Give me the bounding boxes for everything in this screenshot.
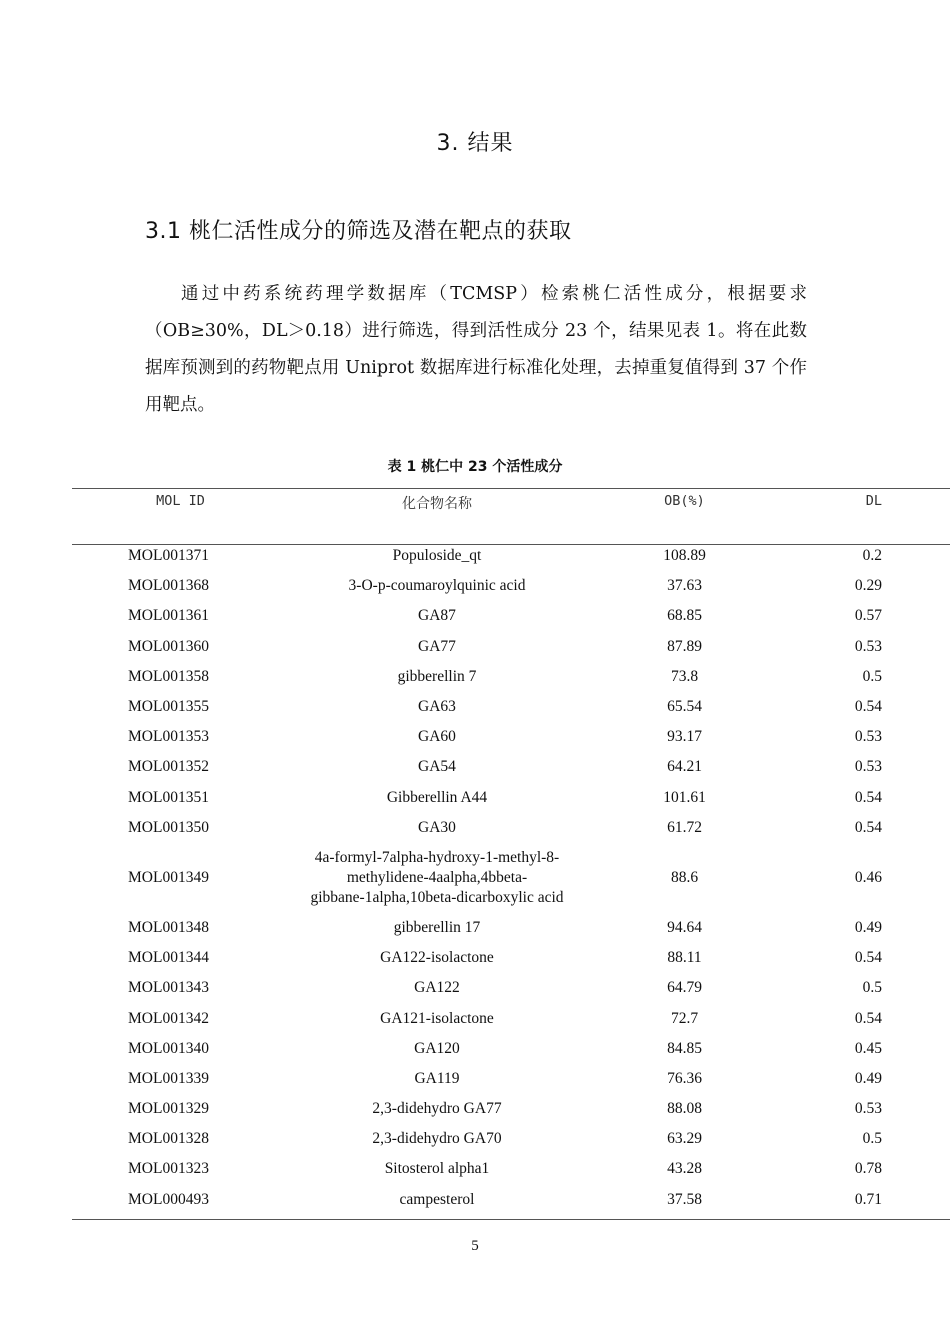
cell-ob: 37.63: [667, 577, 702, 595]
table-row: [72, 752, 950, 782]
cell-mol-id: MOL001358: [128, 667, 209, 685]
table-row: [72, 571, 950, 601]
cell-ob: 101.61: [663, 788, 706, 806]
cell-ob: 93.17: [667, 728, 702, 746]
table-caption: 表 1 桃仁中 23 个活性成分: [387, 459, 563, 475]
cell-dl: 0.53: [854, 637, 882, 655]
cell-compound-name: GA63: [418, 698, 456, 716]
cell-compound-name: gibberellin 17: [393, 918, 481, 936]
table-row: [72, 1154, 950, 1184]
cell-mol-id: MOL001352: [128, 758, 209, 776]
cell-mol-id: MOL001348: [128, 918, 209, 936]
cell-compound-name: [262, 848, 612, 908]
cell-dl: 0.54: [854, 788, 882, 806]
cell-ob: 88.6: [670, 868, 699, 886]
table-header: [72, 493, 950, 513]
cell-mol-id: MOL001349: [128, 868, 209, 886]
cell-mol-id: MOL001353: [128, 728, 209, 746]
cell-dl: 0.71: [854, 1190, 882, 1208]
cell-dl: 0.5: [862, 667, 882, 685]
cell-dl: 0.57: [854, 607, 882, 625]
compound-name-line: gibbane-1alpha,10beta-dicarboxylic acid: [310, 888, 564, 906]
cell-dl: 0.54: [854, 1009, 882, 1027]
cell-compound-name: GA120: [414, 1039, 460, 1057]
cell-mol-id: MOL001361: [128, 607, 209, 625]
cell-dl: 0.29: [854, 577, 882, 595]
cell-mol-id: MOL001355: [128, 698, 209, 716]
cell-compound-name: GA119: [414, 1069, 460, 1087]
cell-mol-id: MOL000493: [128, 1190, 209, 1208]
cell-dl: 0.5: [862, 979, 882, 997]
subsection-title: 3.1 桃仁活性成分的筛选及潜在靶点的获取: [145, 219, 572, 244]
cell-mol-id: MOL001368: [128, 577, 209, 595]
cell-compound-name: GA122: [414, 979, 460, 997]
cell-mol-id: MOL001339: [128, 1069, 209, 1087]
cell-dl: 0.45: [854, 1039, 882, 1057]
table-row: [72, 541, 950, 571]
cell-dl: 0.53: [854, 758, 882, 776]
cell-dl: 0.53: [854, 1100, 882, 1118]
cell-mol-id: MOL001344: [128, 949, 209, 967]
table-top-rule: [72, 488, 950, 489]
header-mol-id: MOL ID: [156, 493, 205, 509]
header-dl: DL: [865, 493, 882, 509]
cell-mol-id: MOL001328: [128, 1130, 209, 1148]
table-row: [72, 1003, 950, 1033]
table-row: [72, 783, 950, 813]
cell-compound-name: GA54: [418, 758, 456, 776]
section-title: 3. 结果: [436, 131, 514, 156]
cell-mol-id: MOL001360: [128, 637, 209, 655]
table-row: [72, 843, 950, 913]
cell-compound-name: Gibberellin A44: [386, 788, 488, 806]
cell-ob: 94.64: [667, 918, 702, 936]
cell-dl: 0.54: [854, 818, 882, 836]
compound-name-line: methylidene-4aalpha,4bbeta-: [346, 868, 528, 886]
cell-ob: 43.28: [667, 1160, 702, 1178]
cell-dl: 0.46: [854, 868, 882, 886]
cell-dl: 0.78: [854, 1160, 882, 1178]
table-row: [72, 601, 950, 631]
cell-dl: 0.54: [854, 698, 882, 716]
cell-compound-name: GA122-isolactone: [380, 949, 494, 967]
cell-mol-id: MOL001340: [128, 1039, 209, 1057]
table-row: [72, 813, 950, 843]
cell-mol-id: MOL001351: [128, 788, 209, 806]
table-row: [72, 1034, 950, 1064]
table-row: [72, 1064, 950, 1094]
cell-compound-name: GA30: [418, 818, 456, 836]
cell-ob: 87.89: [667, 637, 702, 655]
cell-compound-name: campesterol: [399, 1190, 475, 1208]
page-number: 5: [471, 1238, 479, 1254]
cell-dl: 0.2: [862, 547, 882, 565]
table-row: [72, 662, 950, 692]
cell-ob: 108.89: [663, 547, 706, 565]
cell-dl: 0.5: [862, 1130, 882, 1148]
cell-compound-name: Populoside_qt: [392, 547, 482, 565]
paragraph-text: 通过中药系统药理学数据库（TCMSP）检索桃仁活性成分，根据要求（OB≥30%，DL＞0.18）进行筛选，得到活性成分 23 个，结果见表 1。将在此数据库预测到的药物靶点用 Uniprot 数据库进行标准化处理，去掉重复值得到 37 个作用靶点。: [145, 284, 807, 415]
cell-ob: 68.85: [667, 607, 702, 625]
cell-ob: 88.11: [667, 949, 702, 967]
cell-compound-name: 3-O-p-coumaroylquinic acid: [348, 577, 526, 595]
cell-ob: 65.54: [667, 698, 702, 716]
cell-ob: 64.79: [667, 979, 702, 997]
cell-compound-name: GA77: [418, 637, 456, 655]
cell-ob: 84.85: [667, 1039, 702, 1057]
cell-mol-id: MOL001323: [128, 1160, 209, 1178]
table-row: [72, 722, 950, 752]
table-row: [72, 1185, 950, 1215]
table-row: [72, 692, 950, 722]
table-row: [72, 913, 950, 943]
cell-compound-name: 2,3-didehydro GA77: [372, 1100, 502, 1118]
cell-mol-id: MOL001329: [128, 1100, 209, 1118]
cell-dl: 0.53: [854, 728, 882, 746]
cell-ob: 61.72: [667, 818, 702, 836]
cell-dl: 0.49: [854, 1069, 882, 1087]
table-row: [72, 943, 950, 973]
cell-dl: 0.54: [854, 949, 882, 967]
cell-ob: 63.29: [667, 1130, 702, 1148]
cell-mol-id: MOL001350: [128, 818, 209, 836]
table-bottom-rule: [72, 1219, 950, 1220]
cell-dl: 0.49: [854, 918, 882, 936]
cell-compound-name: Sitosterol alpha1: [384, 1160, 490, 1178]
cell-compound-name: 2,3-didehydro GA70: [372, 1130, 502, 1148]
cell-compound-name: GA121-isolactone: [380, 1009, 494, 1027]
cell-ob: 72.7: [670, 1009, 699, 1027]
cell-ob: 37.58: [667, 1190, 702, 1208]
table-row: [72, 1094, 950, 1124]
cell-mol-id: MOL001343: [128, 979, 209, 997]
cell-ob: 64.21: [667, 758, 702, 776]
cell-mol-id: MOL001371: [128, 547, 209, 565]
cell-ob: 88.08: [667, 1100, 702, 1118]
compound-name-line: 4a-formyl-7alpha-hydroxy-1-methyl-8-: [314, 848, 560, 866]
table-body: [72, 541, 950, 1215]
cell-compound-name: gibberellin 7: [397, 667, 477, 685]
header-ob: OB(%): [664, 493, 705, 509]
table-row: [72, 1124, 950, 1154]
table-row: [72, 632, 950, 662]
cell-compound-name: GA60: [418, 728, 456, 746]
cell-compound-name: GA87: [418, 607, 456, 625]
cell-mol-id: MOL001342: [128, 1009, 209, 1027]
cell-ob: 76.36: [667, 1069, 702, 1087]
body-paragraph: [145, 276, 807, 424]
table-row: [72, 973, 950, 1003]
header-compound-name: 化合物名称: [402, 496, 472, 512]
cell-ob: 73.8: [670, 667, 699, 685]
